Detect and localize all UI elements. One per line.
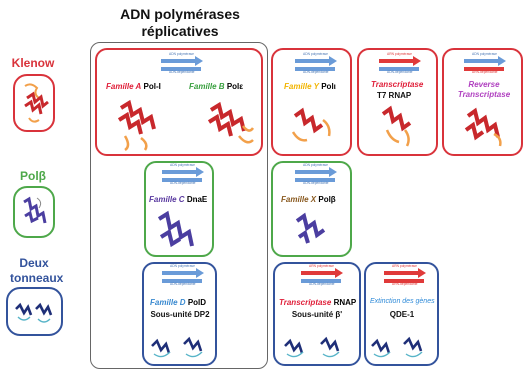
- template-label: ADN polymérase: [169, 52, 194, 56]
- dependence-label: ADN-dépendante: [169, 70, 195, 74]
- template-label: ADN polymérase: [303, 163, 328, 167]
- family-d-subunit: Sous-unité DP2: [150, 310, 210, 319]
- family-x-enzyme: Polβ: [318, 195, 336, 204]
- dna-dna-arrows: [281, 54, 339, 76]
- rna-dna-arrows: [365, 54, 423, 76]
- template-label: ARN polymérase: [392, 264, 417, 268]
- family-d-enzyme: PolD: [187, 298, 207, 307]
- arrow-right-icon: [281, 167, 339, 177]
- family-y-name: Famille Y: [284, 82, 319, 91]
- template-label: ADN polymérase: [472, 52, 497, 56]
- family-d-box: [142, 262, 217, 366]
- dependence-label: ADN-dépendante: [309, 282, 335, 286]
- qde1-type-label: Extinction des gènes: [370, 298, 435, 305]
- arrow-right-icon: [370, 268, 428, 278]
- arrow-right-icon: [365, 56, 423, 66]
- arrow-right-icon: [147, 56, 205, 66]
- t7-enzyme-label: T7 RNAP: [377, 91, 412, 100]
- family-b-enzyme: Polε: [226, 82, 244, 91]
- dependence-label: ADN-dépendante: [303, 70, 329, 74]
- dnae-structure-icon: [151, 207, 211, 257]
- family-b-label: [189, 82, 243, 91]
- template-label: ARN polymérase: [309, 264, 334, 268]
- t7-rnap-box: [357, 48, 438, 156]
- t7-type-label: Transcriptase: [371, 80, 424, 89]
- qde1-box: [364, 262, 439, 366]
- rnap-type: Transcriptase: [279, 298, 332, 307]
- qde1-structure-icon: [366, 324, 436, 366]
- rna-dna-arrows: [287, 266, 345, 288]
- polb-structure-icon: [15, 188, 55, 238]
- polb-label: Polβ: [20, 169, 46, 183]
- reverse-transcriptase-label: Reverse Transcriptase: [457, 80, 511, 99]
- family-y-enzyme: Polι: [321, 82, 336, 91]
- arrow-right-icon: [287, 268, 345, 278]
- dp2-structure-icon: [146, 324, 216, 366]
- template-label: ADN polymérase: [303, 52, 328, 56]
- family-c-name: Famille C: [149, 195, 185, 204]
- family-c-label: [149, 195, 207, 204]
- page-title: ADN polymérases réplicatives: [120, 6, 240, 39]
- family-d-label: [150, 298, 206, 307]
- reverse-transcriptase-box: [442, 48, 523, 156]
- family-x-label: [281, 195, 336, 204]
- family-x-box: [271, 161, 352, 257]
- pol-iota-structure-icon: [283, 102, 343, 152]
- klenow-structure-icon: [15, 76, 55, 132]
- dependence-label: ARN-dépendante: [392, 282, 418, 286]
- pol-i-structure-icon: [111, 96, 171, 154]
- dna-dna-arrows: [148, 165, 206, 187]
- family-b-name: Famille B: [189, 82, 225, 91]
- rna-rna-arrows: [370, 266, 428, 288]
- arrow-right-icon: [281, 56, 339, 66]
- reverse-transcriptase-structure-icon: [454, 104, 514, 154]
- family-d-name: Famille D: [150, 298, 186, 307]
- rnap-enzyme: RNAP: [333, 298, 357, 307]
- double-barrel-fold-box: [6, 287, 63, 336]
- klenow-fold-box: [13, 74, 55, 132]
- template-label: ADN polymérase: [170, 163, 195, 167]
- arrow-right-icon: [450, 56, 508, 66]
- dna-dna-arrows: [281, 165, 339, 187]
- dependence-label: ADN-dépendante: [170, 282, 196, 286]
- rnap-structure-icon: [277, 324, 357, 366]
- dependence-label: ARN-dépendante: [472, 70, 498, 74]
- rnap-subunit: Sous-unité β': [291, 310, 343, 319]
- rnap-label: [279, 298, 356, 307]
- arrow-right-icon: [148, 167, 206, 177]
- family-c-enzyme: DnaE: [186, 195, 208, 204]
- family-y-box: [271, 48, 352, 156]
- qde1-enzyme-label: QDE-1: [389, 310, 415, 319]
- family-y-label: [284, 82, 336, 91]
- family-a-name: Famille A: [106, 82, 142, 91]
- dna-dna-arrows: [147, 54, 205, 76]
- template-label: ADN polymérase: [170, 264, 195, 268]
- dna-rna-arrows: [450, 54, 508, 76]
- dependence-label: ADN-dépendante: [303, 181, 329, 185]
- polb-fold-box: [13, 186, 55, 238]
- dependence-label: ADN-dépendante: [170, 181, 196, 185]
- t7-structure-icon: [369, 102, 429, 152]
- pol-beta-structure-icon: [283, 207, 343, 257]
- dna-dna-arrows: [148, 266, 206, 288]
- family-a-b-box: [95, 48, 263, 156]
- deux-tonneaux-label: Deux tonneaux: [10, 256, 64, 285]
- pol-epsilon-structure-icon: [199, 96, 259, 154]
- template-label: ARN polymérase: [387, 52, 412, 56]
- arrow-right-icon: [148, 268, 206, 278]
- family-a-label: [106, 82, 161, 91]
- family-x-name: Famille X: [281, 195, 317, 204]
- rnap-box: [273, 262, 361, 366]
- family-a-enzyme: Pol-I: [143, 82, 161, 91]
- family-c-box: [144, 161, 214, 257]
- dependence-label: ADN-dépendante: [387, 70, 413, 74]
- klenow-label: Klenow: [11, 56, 55, 70]
- double-barrel-structure-icon: [8, 289, 63, 336]
